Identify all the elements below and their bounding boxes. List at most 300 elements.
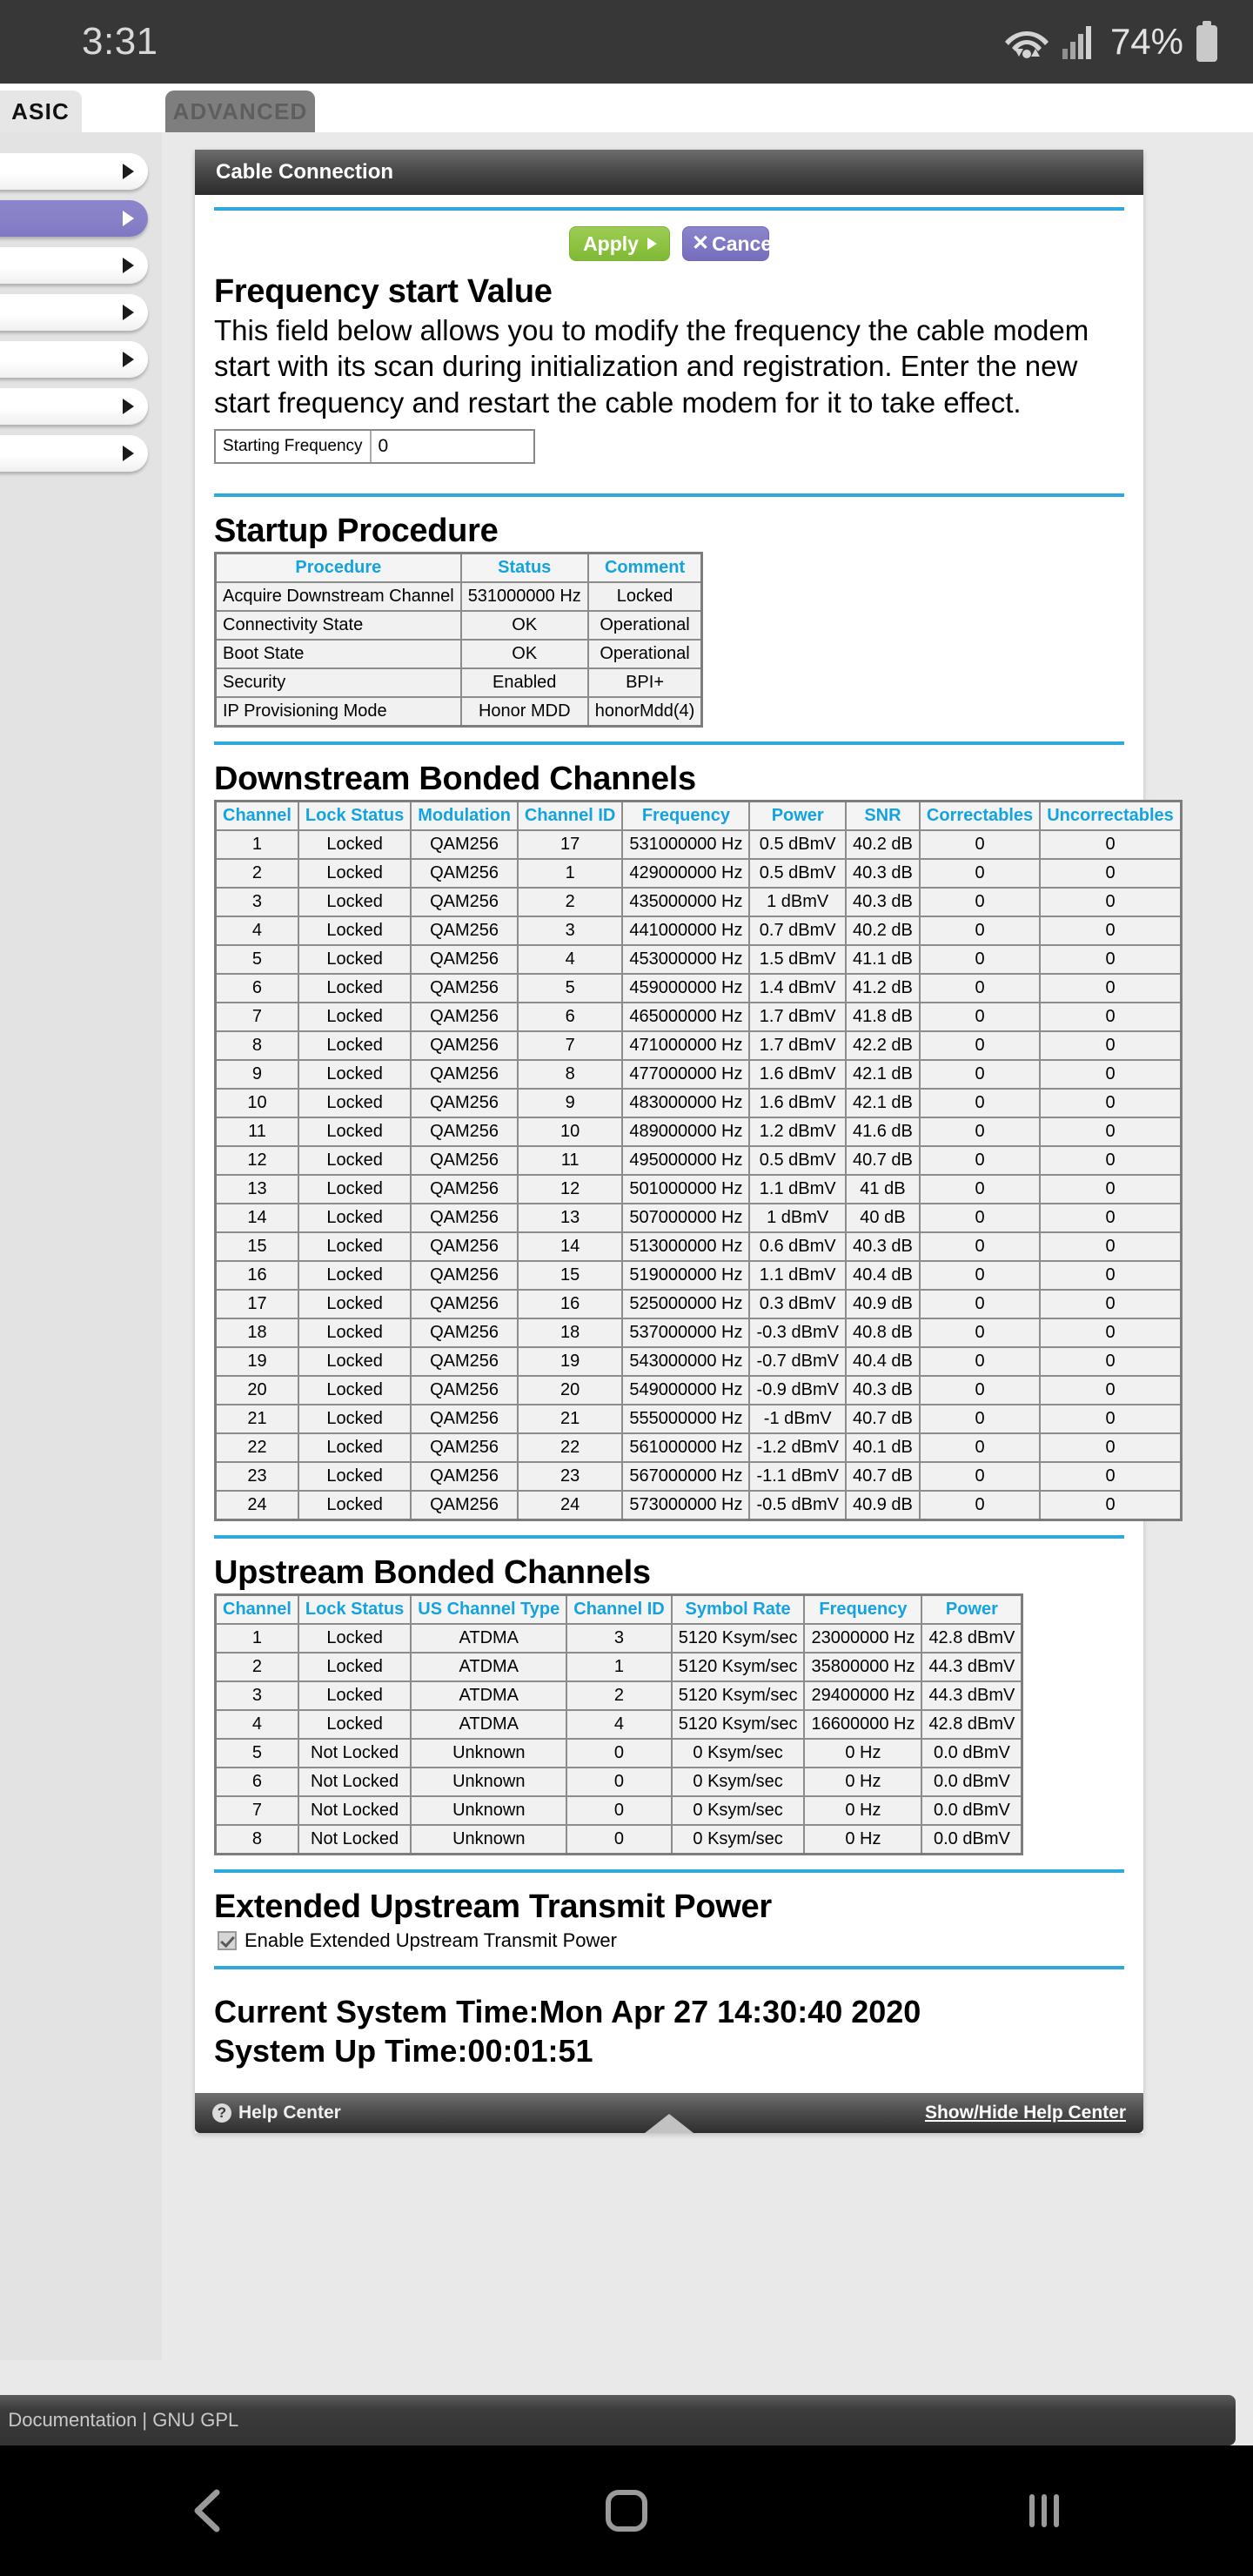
table-cell: 0.0 dBmV (921, 1768, 1022, 1796)
table-row (216, 1405, 1182, 1433)
table-row (216, 1768, 1022, 1796)
starting-frequency-input[interactable] (372, 431, 533, 462)
recents-icon[interactable] (1021, 2487, 1068, 2534)
table-cell: 40.2 dB (846, 830, 920, 859)
table-cell: 5 (216, 1739, 298, 1768)
table-cell: Security (216, 668, 461, 697)
table-cell: 0 (920, 974, 1040, 1003)
table-cell: 13 (518, 1204, 622, 1232)
table-cell: Locked (298, 830, 411, 859)
table-row (216, 697, 702, 727)
column-header: Power (749, 801, 845, 830)
extended-power-row[interactable] (218, 1929, 1124, 1952)
cancel-button-label: Cancel (712, 231, 778, 255)
upstream-heading: Upstream Bonded Channels (214, 1553, 651, 1591)
table-cell: 435000000 Hz (622, 888, 749, 916)
table-row (216, 1491, 1182, 1520)
table-cell: 42.8 dBmV (921, 1710, 1022, 1739)
table-cell: 40.2 dB (846, 916, 920, 945)
table-row (216, 1232, 1182, 1261)
sidebar-item-4[interactable] (0, 341, 148, 378)
table-cell: 0 (1040, 1433, 1181, 1462)
table-cell: Locked (298, 1681, 411, 1710)
table-cell: 507000000 Hz (622, 1204, 749, 1232)
chevron-right-icon (123, 164, 134, 179)
table-cell: 0 (566, 1739, 671, 1768)
table-cell: QAM256 (411, 859, 518, 888)
table-cell: 7 (216, 1003, 298, 1031)
table-cell: 0 (920, 1491, 1040, 1520)
table-cell: -1.1 dBmV (749, 1462, 845, 1491)
table-cell: 6 (216, 974, 298, 1003)
table-cell: Locked (298, 1653, 411, 1681)
question-mark-icon: ? (212, 2103, 231, 2123)
table-cell: 10 (216, 1089, 298, 1117)
table-cell: honorMdd(4) (588, 697, 702, 727)
sidebar-item-3[interactable] (0, 294, 148, 331)
chevron-right-icon (123, 399, 134, 414)
cancel-button[interactable] (682, 226, 778, 261)
sidebar-item-2[interactable] (0, 247, 148, 284)
table-cell: Locked (298, 1318, 411, 1347)
table-cell: 23 (216, 1462, 298, 1491)
column-header: Symbol Rate (672, 1594, 805, 1624)
page-footer (0, 2395, 1236, 2445)
table-row (216, 1653, 1022, 1681)
table-cell: 6 (518, 1003, 622, 1031)
column-header: Modulation (411, 801, 518, 830)
table-row (216, 1624, 1022, 1653)
table-row (216, 1089, 1182, 1117)
table-cell: Locked (298, 1031, 411, 1060)
table-cell: 0 (1040, 1405, 1181, 1433)
table-cell: Locked (298, 1405, 411, 1433)
table-cell: ATDMA (411, 1624, 566, 1653)
chevron-right-icon (123, 446, 134, 461)
table-cell: 0 (1040, 1175, 1181, 1204)
table-cell: 0 (920, 888, 1040, 916)
table-cell: Locked (298, 974, 411, 1003)
table-header-row (216, 801, 1182, 830)
table-cell: 0 (566, 1825, 671, 1855)
table-cell: 0 Hz (804, 1739, 921, 1768)
table-cell: 0 (920, 1204, 1040, 1232)
apply-button-label: Apply (583, 231, 639, 255)
table-cell: 0.0 dBmV (921, 1825, 1022, 1855)
tab-advanced[interactable]: ADVANCED (165, 91, 315, 132)
table-cell: 0 (1040, 1146, 1181, 1175)
table-row (216, 1117, 1182, 1146)
table-cell: 2 (216, 1653, 298, 1681)
table-cell: 0 (920, 1232, 1040, 1261)
table-cell: 0 (1040, 1232, 1181, 1261)
table-cell: 567000000 Hz (622, 1462, 749, 1491)
table-cell: Locked (298, 1710, 411, 1739)
downstream-heading: Downstream Bonded Channels (214, 760, 696, 797)
table-cell: OK (461, 611, 588, 640)
divider-top (214, 207, 1124, 211)
table-cell: 3 (216, 1681, 298, 1710)
table-cell: 0 (920, 1031, 1040, 1060)
close-icon: ✕ (692, 231, 710, 255)
table-cell: 1 (566, 1653, 671, 1681)
starting-frequency-field (214, 429, 535, 464)
table-cell: 0 (1040, 1347, 1181, 1376)
table-cell: 1 (216, 830, 298, 859)
table-row (216, 668, 702, 697)
table-cell: ATDMA (411, 1653, 566, 1681)
tab-basic[interactable]: ASIC (0, 91, 82, 132)
table-cell: 12 (216, 1146, 298, 1175)
divider-startup (214, 741, 1124, 745)
column-header: Procedure (216, 553, 461, 582)
table-cell: 19 (216, 1347, 298, 1376)
downstream-channels-table (214, 800, 1183, 1521)
table-cell: 477000000 Hz (622, 1060, 749, 1089)
table-cell: -0.7 dBmV (749, 1347, 845, 1376)
table-row (216, 582, 702, 611)
table-cell: 40.4 dB (846, 1261, 920, 1290)
table-cell: 453000000 Hz (622, 945, 749, 974)
table-cell: 42.1 dB (846, 1089, 920, 1117)
table-cell: Locked (298, 1204, 411, 1232)
table-cell: -1.2 dBmV (749, 1433, 845, 1462)
table-cell: 0 (920, 1060, 1040, 1089)
table-cell: Unknown (411, 1825, 566, 1855)
system-up-time: System Up Time:00:01:51 (214, 2032, 593, 2069)
table-cell: 1.1 dBmV (749, 1261, 845, 1290)
column-header: Channel (216, 1594, 298, 1624)
table-cell: QAM256 (411, 1089, 518, 1117)
table-cell: Locked (298, 1146, 411, 1175)
table-cell: 0 (920, 1462, 1040, 1491)
table-cell: 0 (1040, 1117, 1181, 1146)
sidebar (0, 132, 164, 2360)
table-cell: -0.3 dBmV (749, 1318, 845, 1347)
table-cell: Enabled (461, 668, 588, 697)
table-cell: 5120 Ksym/sec (672, 1624, 805, 1653)
table-cell: 40.3 dB (846, 1232, 920, 1261)
table-cell: 40 dB (846, 1204, 920, 1232)
table-cell: 525000000 Hz (622, 1290, 749, 1318)
table-cell: 20 (518, 1376, 622, 1405)
table-cell: 0.7 dBmV (749, 916, 845, 945)
table-cell: 19 (518, 1347, 622, 1376)
table-cell: 2 (566, 1681, 671, 1710)
table-cell: Locked (298, 1175, 411, 1204)
help-center-left[interactable] (212, 2103, 341, 2123)
table-cell: 8 (216, 1031, 298, 1060)
table-cell: 573000000 Hz (622, 1491, 749, 1520)
table-cell: 0 (1040, 1462, 1181, 1491)
page-title: Cable Connection (216, 160, 394, 184)
table-cell: 40.4 dB (846, 1347, 920, 1376)
table-cell: 1.7 dBmV (749, 1031, 845, 1060)
table-cell: 15 (216, 1232, 298, 1261)
frequency-section-description: This field below allows you to modify the frequency the cable modem start with its scan during initialization and registration. Enter the new start frequency and restart the cable modem for it to take effect. (214, 314, 1089, 419)
table-cell: Unknown (411, 1796, 566, 1825)
table-cell: 0.6 dBmV (749, 1232, 845, 1261)
table-cell: QAM256 (411, 1318, 518, 1347)
extended-power-checkbox[interactable] (218, 1931, 237, 1950)
table-cell: 531000000 Hz (461, 582, 588, 611)
table-cell: 10 (518, 1117, 622, 1146)
table-cell: 0 Ksym/sec (672, 1739, 805, 1768)
column-header: Frequency (622, 801, 749, 830)
table-row (216, 859, 1182, 888)
sidebar-item-1[interactable] (0, 200, 148, 237)
table-cell: QAM256 (411, 1117, 518, 1146)
table-cell: 3 (216, 888, 298, 916)
table-cell: Locked (298, 1347, 411, 1376)
table-cell: Locked (298, 1232, 411, 1261)
table-cell: ATDMA (411, 1681, 566, 1710)
table-cell: 0.3 dBmV (749, 1290, 845, 1318)
table-row (216, 1796, 1022, 1825)
signal-icon (1062, 24, 1095, 59)
table-cell: 21 (216, 1405, 298, 1433)
table-cell: 5 (518, 974, 622, 1003)
battery-percent-label: 74% (1109, 21, 1183, 62)
column-header: Correctables (920, 801, 1040, 830)
table-cell: 4 (216, 1710, 298, 1739)
table-cell: ATDMA (411, 1710, 566, 1739)
table-cell: 0 (920, 1117, 1040, 1146)
table-cell: QAM256 (411, 1060, 518, 1089)
home-icon[interactable] (603, 2487, 650, 2534)
table-cell: 4 (518, 945, 622, 974)
table-cell: 14 (518, 1232, 622, 1261)
table-cell: 0 (1040, 1318, 1181, 1347)
column-header: Uncorrectables (1040, 801, 1181, 830)
collapse-arrow-icon[interactable] (645, 2114, 694, 2133)
table-cell: 35800000 Hz (804, 1653, 921, 1681)
table-cell: Locked (298, 1624, 411, 1653)
table-cell: 549000000 Hz (622, 1376, 749, 1405)
table-cell: 471000000 Hz (622, 1031, 749, 1060)
table-cell: 40.3 dB (846, 1376, 920, 1405)
table-cell: 12 (518, 1175, 622, 1204)
table-cell: 0 (920, 916, 1040, 945)
table-cell: 0 (920, 1376, 1040, 1405)
table-row (216, 1060, 1182, 1089)
table-cell: QAM256 (411, 916, 518, 945)
table-cell: 16600000 Hz (804, 1710, 921, 1739)
table-cell: 459000000 Hz (622, 974, 749, 1003)
table-row (216, 1031, 1182, 1060)
column-header: Lock Status (298, 1594, 411, 1624)
table-row (216, 888, 1182, 916)
starting-frequency-label: Starting Frequency (216, 431, 372, 462)
table-header-row (216, 553, 702, 582)
table-row (216, 916, 1182, 945)
table-row (216, 611, 702, 640)
table-cell: 5120 Ksym/sec (672, 1681, 805, 1710)
table-cell: Locked (298, 1290, 411, 1318)
card-body (195, 195, 1174, 2133)
divider-extended (214, 1966, 1124, 1969)
table-cell: 0 (1040, 888, 1181, 916)
table-cell: 1.2 dBmV (749, 1117, 845, 1146)
table-cell: 2 (216, 859, 298, 888)
sidebar-item-0[interactable] (0, 153, 148, 190)
table-cell: 5 (216, 945, 298, 974)
table-cell: 8 (518, 1060, 622, 1089)
table-cell: 0 (1040, 1003, 1181, 1031)
table-cell: 24 (216, 1491, 298, 1520)
table-cell: QAM256 (411, 1232, 518, 1261)
divider-upstream (214, 1869, 1124, 1873)
table-cell: Operational (588, 640, 702, 668)
table-cell: 23000000 Hz (804, 1624, 921, 1653)
table-row (216, 1204, 1182, 1232)
table-cell: Locked (298, 1060, 411, 1089)
table-cell: 0.5 dBmV (749, 1146, 845, 1175)
table-cell: Locked (298, 1462, 411, 1491)
system-time-block (214, 1992, 1124, 2070)
table-cell: 7 (216, 1796, 298, 1825)
column-header: Status (461, 553, 588, 582)
table-cell: 11 (518, 1146, 622, 1175)
table-cell: 0 (1040, 1491, 1181, 1520)
table-cell: QAM256 (411, 1491, 518, 1520)
table-cell: 0 (1040, 1290, 1181, 1318)
table-cell: Locked (298, 1117, 411, 1146)
table-cell: 40.1 dB (846, 1433, 920, 1462)
table-cell: 4 (566, 1710, 671, 1739)
table-row (216, 1739, 1022, 1768)
table-row (216, 1462, 1182, 1491)
table-cell: 489000000 Hz (622, 1117, 749, 1146)
apply-button[interactable] (569, 226, 670, 261)
table-cell: Locked (298, 1089, 411, 1117)
table-cell: 0.0 dBmV (921, 1796, 1022, 1825)
table-cell: Not Locked (298, 1796, 411, 1825)
table-cell: QAM256 (411, 974, 518, 1003)
table-cell: 18 (216, 1318, 298, 1347)
sidebar-item-6[interactable] (0, 435, 148, 472)
startup-procedure-table (214, 552, 703, 728)
table-cell: 0 (1040, 1261, 1181, 1290)
table-cell: 0 (920, 1318, 1040, 1347)
table-cell: 0 (920, 1003, 1040, 1031)
action-buttons (214, 226, 1124, 261)
table-cell: 0.0 dBmV (921, 1739, 1022, 1768)
table-cell: 555000000 Hz (622, 1405, 749, 1433)
table-cell: 0 Ksym/sec (672, 1825, 805, 1855)
table-cell: 501000000 Hz (622, 1175, 749, 1204)
table-cell: Locked (298, 1491, 411, 1520)
table-cell: 0 (1040, 974, 1181, 1003)
table-cell: QAM256 (411, 888, 518, 916)
table-cell: Boot State (216, 640, 461, 668)
chevron-right-icon (123, 352, 134, 367)
table-cell: 519000000 Hz (622, 1261, 749, 1290)
table-cell: Not Locked (298, 1825, 411, 1855)
table-cell: 0 (920, 1261, 1040, 1290)
table-cell: 0 (920, 830, 1040, 859)
table-cell: 40.3 dB (846, 888, 920, 916)
show-hide-help-center-link[interactable]: Show/Hide Help Center (924, 2102, 1126, 2123)
table-cell: 0 (920, 1347, 1040, 1376)
table-cell: 16 (518, 1290, 622, 1318)
column-header: Power (921, 1594, 1022, 1624)
table-cell: 0.5 dBmV (749, 859, 845, 888)
card-header (195, 150, 1143, 195)
chevron-right-icon (123, 258, 134, 273)
table-cell: QAM256 (411, 1290, 518, 1318)
table-cell: 21 (518, 1405, 622, 1433)
table-cell: 40.9 dB (846, 1290, 920, 1318)
column-header: US Channel Type (411, 1594, 566, 1624)
table-cell: 0 (566, 1796, 671, 1825)
cable-connection-card (195, 150, 1174, 2133)
back-icon[interactable] (185, 2487, 232, 2534)
table-cell: 0 (1040, 859, 1181, 888)
wifi-icon (1004, 23, 1049, 61)
column-header: Channel ID (566, 1594, 671, 1624)
table-cell: 22 (216, 1433, 298, 1462)
table-row (216, 1290, 1182, 1318)
table-cell: 483000000 Hz (622, 1089, 749, 1117)
table-cell: 0 (920, 1433, 1040, 1462)
sidebar-item-5[interactable] (0, 388, 148, 425)
table-cell: QAM256 (411, 830, 518, 859)
startup-procedure-heading: Startup Procedure (214, 512, 499, 549)
table-row (216, 1433, 1182, 1462)
footer-links[interactable]: Documentation | GNU GPL (8, 2409, 239, 2431)
table-cell: 40.8 dB (846, 1318, 920, 1347)
table-cell: 0 (1040, 916, 1181, 945)
table-cell: 1 (216, 1624, 298, 1653)
table-cell: Locked (298, 888, 411, 916)
help-center-label: Help Center (238, 2102, 341, 2123)
table-cell: Acquire Downstream Channel (216, 582, 461, 611)
table-row (216, 640, 702, 668)
table-row (216, 1318, 1182, 1347)
table-cell: 9 (216, 1060, 298, 1089)
table-cell: QAM256 (411, 1031, 518, 1060)
table-cell: 429000000 Hz (622, 859, 749, 888)
table-cell: 13 (216, 1175, 298, 1204)
table-cell: -0.5 dBmV (749, 1491, 845, 1520)
status-icons (1004, 21, 1218, 63)
table-cell: QAM256 (411, 1462, 518, 1491)
table-cell: Locked (298, 1376, 411, 1405)
table-cell: 8 (216, 1825, 298, 1855)
browser-page (0, 84, 1253, 2445)
table-cell: Locked (298, 1003, 411, 1031)
table-cell: 1.7 dBmV (749, 1003, 845, 1031)
table-row (216, 1003, 1182, 1031)
table-cell: 24 (518, 1491, 622, 1520)
table-cell: 41.1 dB (846, 945, 920, 974)
chevron-right-icon (123, 211, 134, 226)
table-cell: Locked (298, 1433, 411, 1462)
table-cell: 0 (1040, 1376, 1181, 1405)
table-cell: 0 (920, 1290, 1040, 1318)
table-cell: 29400000 Hz (804, 1681, 921, 1710)
table-cell: 0 Ksym/sec (672, 1768, 805, 1796)
upstream-channels-table (214, 1593, 1023, 1855)
table-cell: QAM256 (411, 1175, 518, 1204)
table-cell: Connectivity State (216, 611, 461, 640)
table-cell: 1.6 dBmV (749, 1089, 845, 1117)
table-cell: 40.7 dB (846, 1146, 920, 1175)
table-cell: 17 (518, 830, 622, 859)
column-header: SNR (846, 801, 920, 830)
table-row (216, 1825, 1022, 1855)
